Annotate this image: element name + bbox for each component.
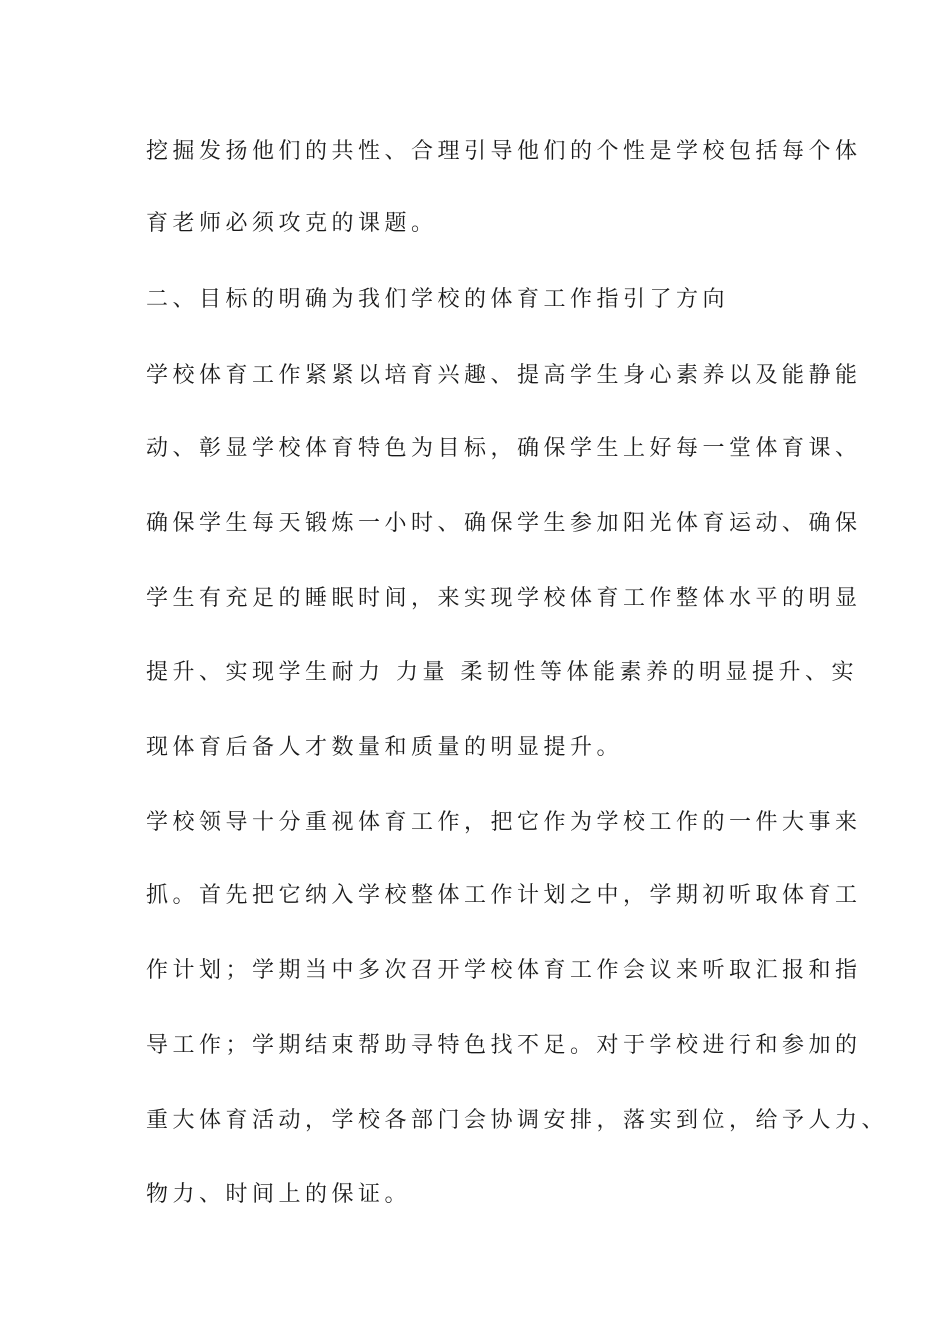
text-line: 现体育后备人才数量和质量的明显提升。 <box>146 735 624 760</box>
text-line: 重大体育活动，学校各部门会协调安排，落实到位，给予人力、 <box>146 1108 889 1133</box>
section-heading: 二、目标的明确为我们学校的体育工作指引了方向 <box>146 287 730 312</box>
text-line: 挖掘发扬他们的共性、合理引导他们的个性是学校包括每个体 <box>146 139 862 164</box>
text-line: 抓。首先把它纳入学校整体工作计划之中，学期初听取体育工 <box>146 883 862 908</box>
text-line: 育老师必须攻克的课题。 <box>146 211 438 236</box>
text-line: 学校领导十分重视体育工作，把它作为学校工作的一件大事来 <box>146 810 862 835</box>
text-line: 动、彰显学校体育特色为目标，确保学生上好每一堂体育课、 <box>146 436 862 461</box>
text-line: 学校体育工作紧紧以培育兴趣、提高学生身心素养以及能静能 <box>146 363 862 388</box>
text-line: 导工作；学期结束帮助寻特色找不足。对于学校进行和参加的 <box>146 1033 862 1058</box>
text-line: 物力、时间上的保证。 <box>146 1182 412 1207</box>
text-line: 提升、实现学生耐力 力量 柔韧性等体能素养的明显提升、实 <box>146 660 858 685</box>
text-line: 作计划；学期当中多次召开学校体育工作会议来听取汇报和指 <box>146 958 862 983</box>
text-line: 学生有充足的睡眠时间，来实现学校体育工作整体水平的明显 <box>146 586 862 611</box>
text-line: 确保学生每天锻炼一小时、确保学生参加阳光体育运动、确保 <box>146 511 862 536</box>
